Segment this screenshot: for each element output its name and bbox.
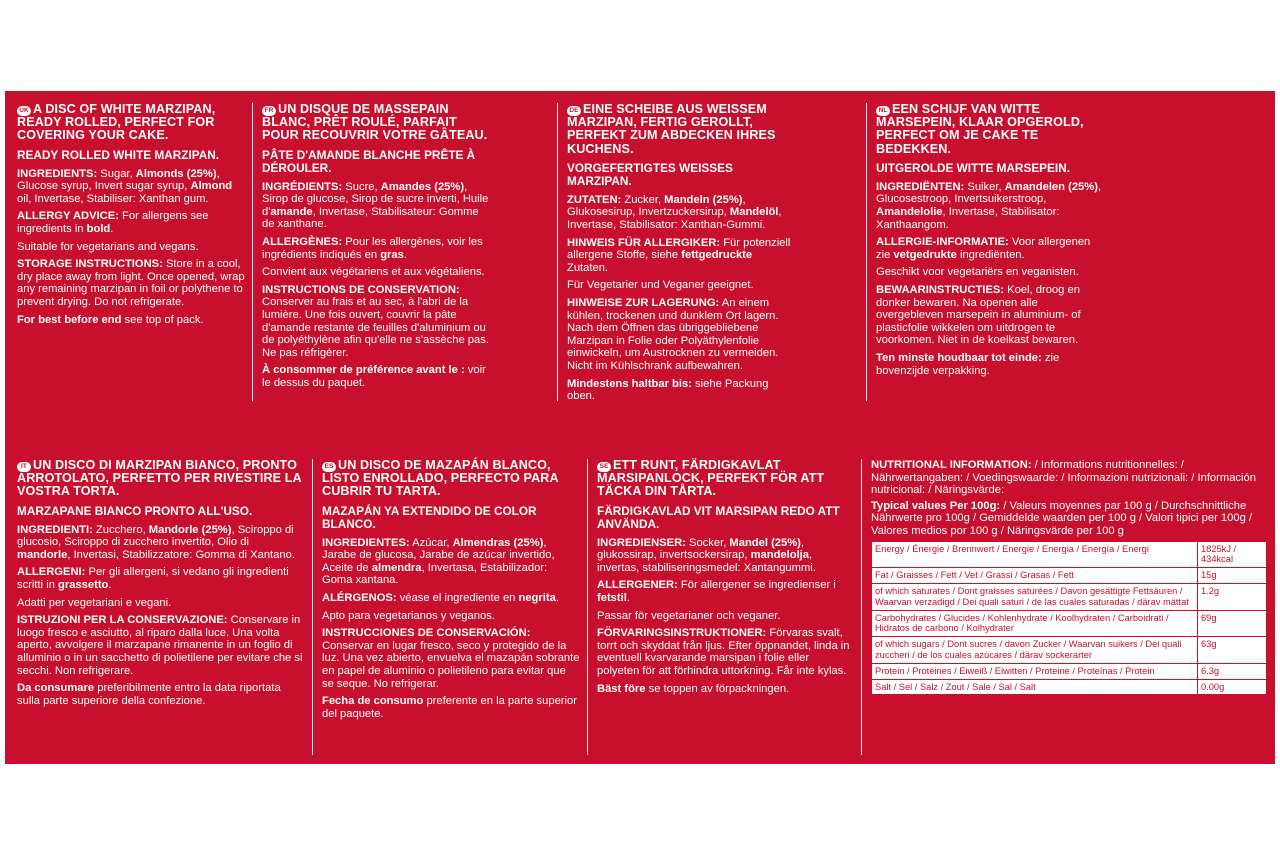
nutrient-name: Salt / Sel / Salz / Zout / Sale / Sal / Salt (872, 679, 1198, 695)
nutrient-value: 15g (1198, 568, 1267, 584)
best-before-label: For best before end (17, 313, 122, 326)
bold-word: gras (380, 248, 404, 261)
title-text: EINE SCHEIBE AUS WEISSEM MARZIPAN, FERTIG GEROLLT, PERFEKT ZUM ABDECKEN IHRES KUCHENS. (567, 102, 776, 156)
text: Zucker, (621, 193, 665, 206)
suitable-text: Suitable for vegetarians and vegans. (17, 240, 199, 253)
bold-word: fetstil (597, 591, 627, 604)
text: Azúcar, (409, 536, 453, 549)
section-subtitle: FÄRDIGKAVLAD VIT MARSIPAN REDO ATT ANVÄNDA. (597, 503, 840, 531)
allergy-advice (567, 237, 795, 275)
ingredients-label: INGREDIENTES: (322, 536, 410, 549)
text: For allergens see ingredients in (17, 210, 209, 235)
text: preferente en la parte superior del paquete. (322, 695, 577, 720)
section-title (17, 103, 245, 143)
text: / Valeurs moyennes par 100 g / Durchschnittliche Nährwerte pro 100g / Gemiddelde waarden per 100 g / Valori tipici per 100g / Valores medios por 100 g / Näringsvärde per 100 g (871, 499, 1253, 537)
text: Suiker, (964, 180, 1005, 193)
ingredients (876, 181, 1104, 231)
title-text: ETT RUNT, FÄRDIGKAVLAT MARSIPANLOCK, PERFEKT FÖR ATT TÄCKA DIN TÅRTA. (597, 458, 825, 499)
title-text: UN DISQUE DE MASSEPAIN BLANC, PRÊT ROULÉ, PARFAIT POUR RECOUVRIR VOTRE GÂTEAU. (262, 102, 488, 143)
text: , Glucosestroop, Invertsuikerstroop, (876, 180, 1102, 206)
title-text: UN DISCO DI MARZIPAN BIANCO, PRONTO ARROTOLATO, PERFETTO PER RIVESTIRE LA VOSTRA TORTA. (17, 458, 302, 499)
allergy-advice (17, 210, 245, 235)
text: . (108, 578, 112, 591)
suitable-text: Convient aux végétariens et aux végétaliens. (262, 266, 485, 279)
text: . (403, 248, 407, 261)
bold-word: grassetto (58, 578, 109, 591)
text: , invertas, stabiliseringsmedel: Xantangummi. (597, 549, 816, 574)
section-nl (876, 103, 1104, 403)
allergen-almond: Mandelöl (729, 206, 779, 219)
bold-word: bold (86, 222, 111, 235)
ingredients-label: INGRÉDIENTS: (262, 180, 343, 193)
text: voir le dessus du paquet. (262, 364, 486, 389)
section-uk (17, 103, 245, 403)
allergen-almond: Almond (190, 180, 233, 193)
table-row (872, 541, 1267, 568)
bold-word: fettgedruckte (681, 249, 753, 262)
title-text: EEN SCHIJF VAN WITTE MARSEPEIN, KLAAR OPGEROLD, PERFECT OM JE CAKE TE BEDEKKEN. (876, 102, 1084, 156)
text: , glukossirap, invertsockersirap, (597, 536, 805, 562)
section-title (567, 103, 795, 156)
text: see top of pack. (121, 313, 204, 326)
lang-badge-nl: NL (876, 106, 890, 116)
allergen-almonds: Almonds (25%) (135, 167, 217, 180)
suitable-text: Passar för vegetarianer och veganer. (597, 609, 781, 622)
section-subtitle: READY ROLLED WHITE MARZIPAN. (17, 147, 220, 162)
section-de (567, 103, 795, 403)
text: Conservare in luogo fresco e asciutto, al riparo dalla luce. Una volta aperto, avvolgere il marzapane rimanente in un foglio di alluminio o in un sacchetto di polietilene per evitare che si secchi. Non refrigerare. (17, 614, 303, 677)
section-title (876, 103, 1104, 156)
text: oil, Invertase, Stabiliser: Xanthan gum. (17, 192, 209, 205)
text: Store in a cool, dry place away from light. Once opened, wrap any remaining marzipan in foil or polythene to prevent drying. Do not refrigerate. (17, 258, 245, 308)
nutrient-value: 1825kJ / 434kcal (1198, 541, 1267, 568)
text: , Invertase, Stabilisator: Xanthaangom. (876, 206, 1060, 231)
best-before (17, 314, 245, 327)
nutrient-value: 6.3g (1198, 663, 1267, 679)
nutrient-value: 63g (1198, 637, 1267, 664)
best-before (322, 695, 580, 720)
section-fr (262, 103, 490, 403)
title-text: A DISC OF WHITE MARZIPAN, READY ROLLED, PERFECT FOR COVERING YOUR CAKE. (17, 102, 216, 143)
text: Förvaras svalt, torrt och skyddat från ljus. Efter öppnandet, linda in eventuell kvarvarande marsipan i folie eller polyeten för att förhindra uttorkning. Får inte kylas. (597, 627, 850, 677)
allergy-label: ALLERGENI: (17, 566, 86, 579)
storage-instructions (876, 284, 1104, 347)
storage-instructions (567, 297, 795, 373)
allergen-almonds: Mandorle (25%) (148, 523, 232, 536)
allergen-almonds: Amandelen (25%) (1004, 180, 1098, 193)
suitable-text: Adatti per vegetariani e vegani. (17, 596, 172, 609)
storage-instructions (597, 627, 853, 677)
text: Conserver au frais et au sec, à l'abri de la lumière. Une fois ouvert, couvrir la pâte d'amande restante de feuilles d'aluminium ou de polyéthylène afin qu'elle ne s'assèche pas. Ne pas réfrigérer. (262, 296, 489, 359)
lang-badge-uk: UK (17, 106, 31, 116)
lang-badge-fr: FR (262, 106, 276, 116)
text: An einem kühlen, trockenen und dunklem Ort lagern. Nach dem Öffnen das übriggebliebene Marzipan in Folie oder Polyäthylenfolie einwickeln, um Austrocknen zu vermeiden. Nicht im Kühlschrank aufbewahren. (567, 296, 779, 372)
bold-word: negrita (518, 591, 556, 604)
nutrient-value: 1.2g (1198, 583, 1267, 610)
storage-label: FÖRVARINGSINSTRUKTIONER: (597, 627, 767, 640)
nutrient-value: 0.00g (1198, 679, 1267, 695)
best-before (597, 683, 853, 696)
text: ingrediënten. (956, 248, 1025, 261)
ingredients (17, 168, 245, 206)
text: se toppen av förpackningen. (645, 682, 790, 695)
allergy-label: HINWEIS FÜR ALLERGIKER: (567, 236, 721, 249)
storage-label: ISTRUZIONI PER LA CONSERVAZIONE: (17, 614, 228, 627)
text: / Informations nutritionnelles: / Nährwertangaben: / Voedingswaarde: / Informazioni nutrizionali: / Información nutricional: / Näringsvärde: (871, 459, 1256, 497)
text: zie bovenzijde verpakking. (876, 351, 1060, 377)
ingredients (262, 181, 490, 231)
lang-badge-it: IT (17, 462, 31, 472)
allergy-advice (597, 579, 853, 604)
section-subtitle: PÂTE D'AMANDE BLANCHE PRÊTE À DÉROULER. (262, 147, 476, 175)
divider (861, 459, 862, 755)
text: , Sciroppo di glucosio, Sciroppo di zucchero invertito, Olio di (17, 523, 294, 549)
nutrient-value: 69g (1198, 610, 1267, 637)
table-row (872, 663, 1267, 679)
text: För allergener se ingredienser i (677, 579, 836, 592)
allergy-advice (322, 592, 580, 605)
storage-instructions (17, 614, 305, 677)
allergy-label: ALLERGÈNES: (262, 235, 343, 248)
section-es (322, 459, 580, 755)
nutrition-title (871, 459, 1267, 497)
text: Sugar, (97, 167, 136, 180)
best-before-label: Mindestens haltbar bis: (567, 377, 692, 390)
divider (312, 459, 313, 755)
text: , Invertase, Stabilisator: Xanthan-Gummi. (567, 206, 782, 231)
text: , Jarabe de glucosa, Jarabe de azúcar invertido, Aceite de (322, 536, 555, 574)
text: véase el ingrediente en (396, 591, 519, 604)
nutrient-name: Energy / Énergie / Brennwert / Energie / Energia / Energía / Energi (872, 541, 1198, 568)
text: preferibilmente entro la data riportata sulla parte superiore della confezione. (17, 682, 281, 707)
product-label-panel (5, 91, 1275, 764)
ingredients-label: INGREDIENSER: (597, 536, 686, 549)
section-subtitle: MARZAPANE BIANCO PRONTO ALL'USO. (17, 503, 253, 518)
text: , Invertasa, Estabilizador: Goma xantana. (322, 561, 548, 587)
best-before (262, 364, 490, 389)
text: Für potenziell allergene Stoffe, siehe (567, 236, 791, 262)
ingredients-label: INGREDIENTS: (17, 167, 98, 180)
text: Zucchero, (92, 523, 149, 536)
allergen-almonds: Mandel (25%) (729, 536, 801, 549)
allergy-label: ALLERGY ADVICE: (17, 210, 119, 223)
ingredients (567, 194, 795, 232)
lang-badge-se: SE (597, 462, 611, 472)
text: . (626, 591, 630, 604)
allergen-almond: mandelolja (750, 549, 810, 562)
section-title (17, 459, 305, 499)
section-title (262, 103, 490, 143)
section-se (597, 459, 853, 755)
best-before-label: Bäst före (597, 682, 646, 695)
allergen-almonds: Mandeln (25%) (664, 193, 743, 206)
nutrition-table (871, 541, 1267, 696)
bold-word: vetgedrukte (893, 248, 957, 261)
text: Sucre, (342, 180, 381, 193)
ingredients (597, 537, 853, 575)
allergy-advice (17, 566, 305, 591)
text: , Glukosesirup, Invertzuckersirup, (567, 193, 746, 219)
text: Koel, droog en donker bewaren. Na openen alle overgebleven marsepein in aluminium- of plasticfolie wikkelen om uitdrogen te voorkomen. Niet in de koelkast bewaren. (876, 283, 1081, 347)
text: . (110, 222, 114, 235)
divider (557, 103, 558, 401)
table-row (872, 568, 1267, 584)
storage-instructions (17, 258, 245, 308)
section-it (17, 459, 305, 755)
best-before (567, 378, 795, 403)
nutrient-name: Protein / Protéines / Eiweiß / Eiwitten / Proteine / Proteínas / Protein (872, 663, 1198, 679)
allergy-label: ALÉRGENOS: (322, 591, 397, 604)
allergen-almond: amande (270, 205, 313, 218)
text: , Invertase, Stabilisateur: Gomme de xanthane. (262, 205, 479, 231)
allergen-almond: mandorle (17, 548, 68, 561)
divider (252, 103, 253, 401)
storage-label: STORAGE INSTRUCTIONS: (17, 258, 163, 271)
best-before (876, 352, 1104, 377)
section-subtitle: MAZAPÁN YA EXTENDIDO DE COLOR BLANCO. (322, 503, 537, 531)
nutrition-title-label: NUTRITIONAL INFORMATION: (871, 459, 1032, 471)
text: Per gli allergeni, si vedano gli ingredienti scritti in (17, 566, 289, 591)
section-title (597, 459, 853, 499)
typical-values-label: Typical values Per 100g: (871, 499, 1001, 512)
text: , Invertasi, Stabilizzatore: Gomma di Xantano. (67, 548, 295, 561)
allergen-almond: Amandelolie (876, 206, 943, 218)
nutrition-section (871, 459, 1267, 695)
storage-instructions (322, 627, 580, 690)
best-before-label: À consommer de préférence avant le : (262, 364, 465, 377)
text: . (555, 591, 559, 604)
nutrient-name: of which sugars / Dont sucres / davon Zucker / Waarvan suikers / Dei quali zuccheri / de los cuales azúcares / därav sockerarter (872, 637, 1198, 664)
lang-badge-de: DE (567, 106, 581, 116)
text: Voor allergenen zie (876, 236, 1091, 261)
text: Socker, (685, 536, 730, 549)
text: Zutaten. (567, 261, 609, 274)
best-before-label: Da consumare (17, 682, 95, 695)
suitable-text: Apto para vegetarianos y veganos. (322, 609, 495, 622)
typical-values (871, 500, 1267, 538)
section-subtitle: VORGEFERTIGTES WEISSES MARZIPAN. (567, 160, 733, 188)
nutrient-name: Carbohydrates / Glucides / Kohlenhydrate / Koolhydraten / Carboidrati / Hidratos de carbono / Kolhydrater (872, 610, 1198, 637)
nutrient-name: of which saturates / Dont graisses saturées / Davon gesättigte Fettsäuren / Waarvan verzadigd / Dei quali saturi / de las cuales saturadas / därav mättat (872, 583, 1198, 610)
text: , Sirop de glucose, Sirop de sucre inverti, Huile d' (262, 180, 489, 218)
best-before-label: Ten minste houdbaar tot einde: (876, 351, 1042, 364)
section-title (322, 459, 580, 499)
ingredients-label: INGREDIENTI: (17, 523, 93, 536)
ingredients (17, 524, 305, 562)
table-row (872, 610, 1267, 637)
allergy-advice (876, 236, 1104, 261)
allergen-almonds: Amandes (25%) (380, 180, 465, 193)
suitable-text: Geschikt voor vegetariërs en veganisten. (876, 266, 1079, 279)
best-before-label: Fecha de consumo (322, 695, 424, 708)
allergy-label: ALLERGENER: (597, 579, 678, 592)
best-before (17, 682, 305, 707)
text: siehe Packung oben. (567, 377, 769, 403)
lang-badge-es: ES (322, 462, 336, 472)
divider (587, 459, 588, 755)
allergy-label: ALLERGIE-INFORMATIE: (876, 236, 1009, 249)
storage-label: INSTRUCTIONS DE CONSERVATION: (262, 283, 460, 296)
allergy-advice (262, 236, 490, 261)
table-row (872, 637, 1267, 664)
storage-instructions (262, 284, 490, 360)
section-subtitle: UITGEROLDE WITTE MARSEPEIN. (876, 160, 1070, 175)
allergen-almonds: Almendras (25%) (452, 536, 544, 549)
table-row (872, 583, 1267, 610)
allergen-almond: almendra (371, 561, 422, 574)
text: Conservar en lugar fresco, seco y protegido de la luz. Una vez abierto, envuelva el mazapán sobrante en papel de aluminio o polietileno para evitar que se seque. No refrigerar. (322, 639, 580, 690)
divider (866, 103, 867, 401)
title-text: UN DISCO DE MAZAPÁN BLANCO, LISTO ENROLLADO, PERFECTO PARA CUBRIR TU TARTA. (322, 458, 559, 499)
text: Pour les allergènes, voir les ingrédients indiqués en (262, 235, 483, 261)
storage-label: INSTRUCCIONES DE CONSERVACIÓN: (322, 627, 531, 640)
ingredients-label: INGREDIËNTEN: (876, 180, 965, 193)
text: , Glucose syrup, Invert sugar syrup, (17, 167, 220, 193)
table-row (872, 679, 1267, 695)
ingredients-label: ZUTATEN: (567, 193, 622, 206)
storage-label: HINWEISE ZUR LAGERUNG: (567, 296, 720, 309)
nutrient-name: Fat / Graisses / Fett / Vet / Grassi / Grasas / Fett (872, 568, 1198, 584)
ingredients (322, 537, 580, 587)
suitable-text: Für Vegetarier und Veganer geeignet. (567, 279, 754, 292)
storage-label: BEWAARINSTRUCTIES: (876, 283, 1005, 296)
